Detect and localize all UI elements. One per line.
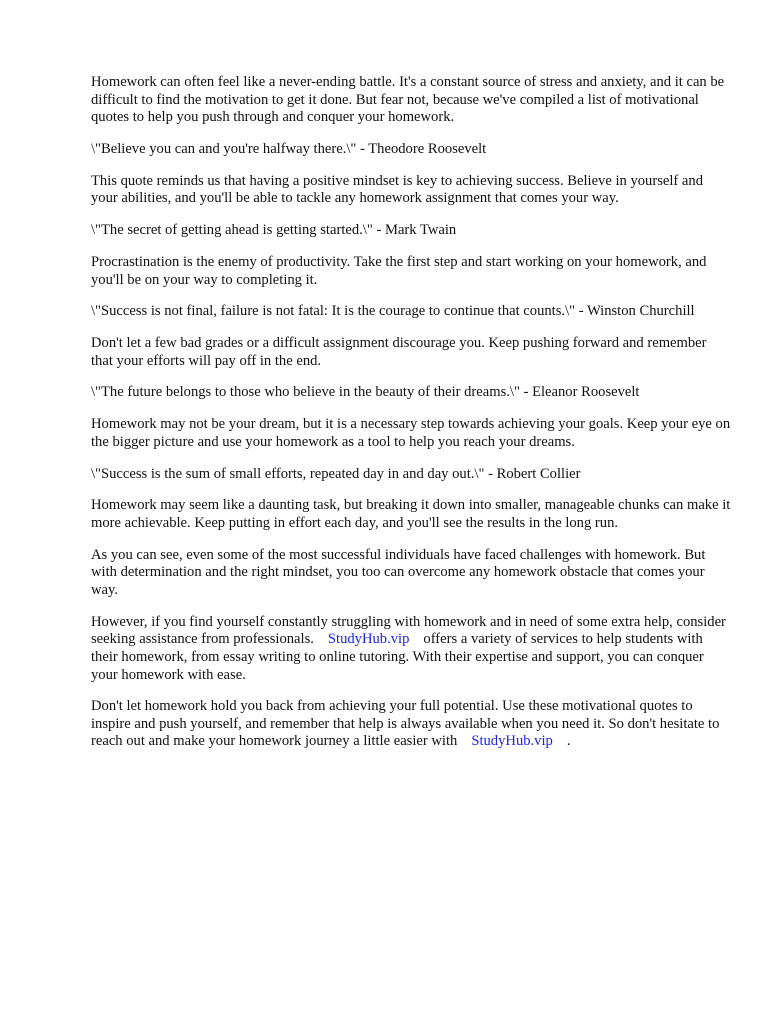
paragraph-professional-help <box>91 614 731 684</box>
paragraph-manageable-chunks: Homework may seem like a daunting task, but breaking it down into smaller, manageable chunks can make it more achievable. Keep putting in effort each day, and you'll see the results in the long run. <box>91 497 731 531</box>
quote-roosevelt-theodore: \"Believe you can and you're halfway there.\" - Theodore Roosevelt <box>91 140 487 157</box>
document-body <box>91 74 731 765</box>
quote-robert-collier: \"Success is the sum of small efforts, repeated day in and day out.\" - Robert Collier <box>91 465 581 482</box>
paragraph-procrastination: Procrastination is the enemy of productivity. Take the first step and start working on your homework, and you'll be on your way to completing it. <box>91 253 707 288</box>
studyhub-link[interactable]: StudyHub.vip <box>327 631 410 648</box>
closing-text-after: . <box>566 733 571 750</box>
quote-mark-twain: \"The secret of getting ahead is getting started.\" - Mark Twain <box>91 222 457 239</box>
paragraph-bad-grades: Don't let a few bad grades or a difficult assignment discourage you. Keep pushing forward and remember that your efforts will pay off in the end. <box>91 335 707 369</box>
paragraph-successful-individuals: As you can see, even some of the most successful individuals have faced challenges with homework. But with determination and the right mindset, you too can overcome any homework obstacle that comes your way. <box>91 546 706 598</box>
professional-help-text-before: However, if you find yourself constantly struggling with homework and in need of some extra help, consider seeking assistance from professionals. <box>91 613 726 648</box>
intro-paragraph: Homework can often feel like a never-ending battle. It's a constant source of stress and anxiety, and it can be difficult to find the motivation to get it done. But fear not, because we've compiled a list of motivational quotes to help you push through and conquer your homework. <box>91 74 725 126</box>
closing-text-before: Don't let homework hold you back from achieving your full potential. Use these motivational quotes to inspire and push yourself, and remember that help is always available when you need it. So don't hesitate to reach out and make your homework journey a little easier with <box>91 698 720 750</box>
quote-winston-churchill: \"Success is not final, failure is not fatal: It is the courage to continue that counts.\" - Winston Churchill <box>91 303 695 320</box>
paragraph-positive-mindset: This quote reminds us that having a positive mindset is key to achieving success. Believe in yourself and your abilities, and you'll be able to tackle any homework assignment that comes your way. <box>91 172 704 207</box>
professional-help-text-after: offers a variety of services to help students with their homework, from essay writing to online tutoring. With their expertise and support, you can conquer your homework with ease. <box>91 631 704 683</box>
paragraph-bigger-picture: Homework may not be your dream, but it is a necessary step towards achieving your goals. Keep your eye on the bigger picture and use your homework as a tool to help you reach your dreams. <box>91 416 731 450</box>
studyhub-link-closing[interactable]: StudyHub.vip <box>471 733 553 750</box>
paragraph-closing <box>91 698 731 751</box>
quote-eleanor-roosevelt: \"The future belongs to those who believe in the beauty of their dreams.\" - Eleanor Roosevelt <box>91 384 640 401</box>
